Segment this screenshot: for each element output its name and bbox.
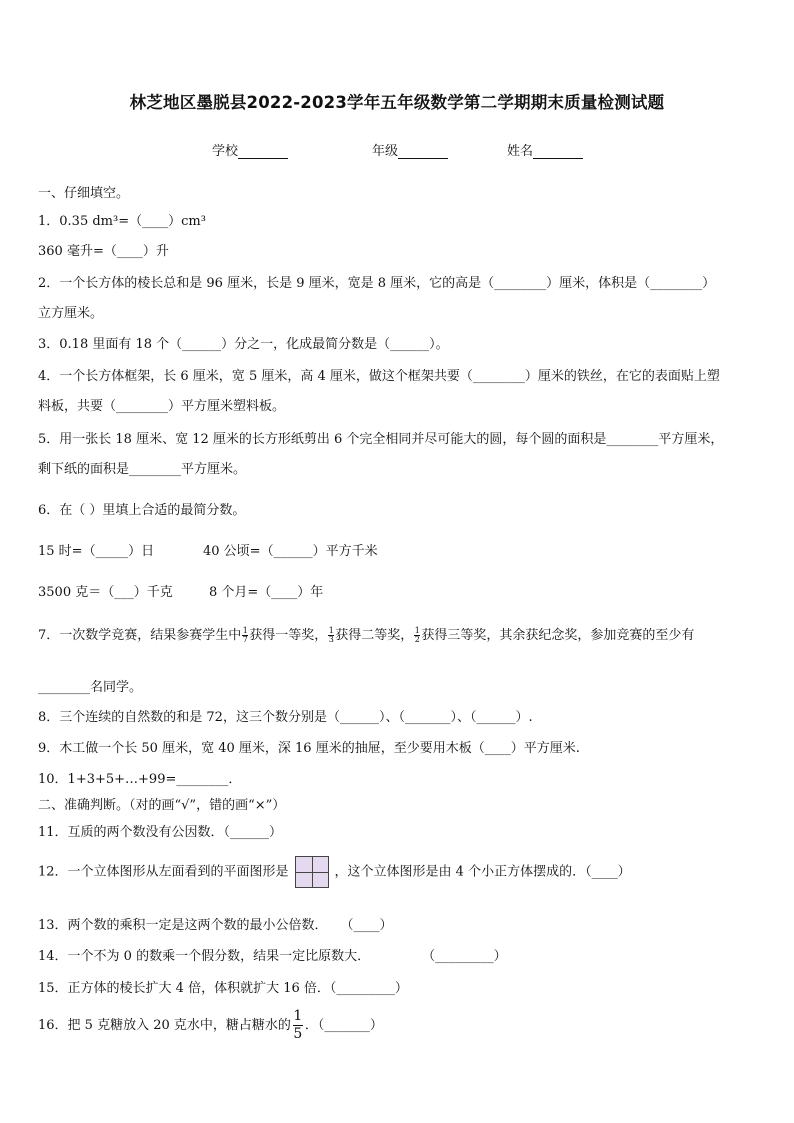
question-14: 14．一个不为 0 的数乘一个假分数，结果一定比原数大． （_________） xyxy=(38,949,507,964)
question-10: 10．1+3+5+…+99=________． xyxy=(38,772,242,787)
grade-label: 年级 xyxy=(372,144,399,159)
fraction-one-third: $\frac{1}{3}$ xyxy=(328,626,334,644)
section-heading-2: 二、准确判断。（对的画“√”，错的画“×”） xyxy=(38,798,286,813)
question-13: 13．两个数的乘积一定是这两个数的最小公倍数． （____） xyxy=(38,918,393,933)
four-square-grid-figure xyxy=(295,856,329,888)
question-5a: 5．用一张长 18 厘米、宽 12 厘米的长方形纸剪出 6 个完全相同并尽可能大的圆，每个圆的面积是________平方厘米， xyxy=(38,432,724,447)
question-4a: 4．一个长方体框架，长 6 厘米，宽 5 厘米，高 4 厘米，做这个框架共要（________）厘米的铁丝，在它的表面贴上塑 xyxy=(38,369,720,384)
school-label: 学校 xyxy=(212,144,239,159)
question-9: 9．木工做一个长 50 厘米，宽 40 厘米，深 16 厘米的抽屉，至少要用木板（____）平方厘米. xyxy=(38,741,580,756)
question-5b: 剩下纸的面积是________平方厘米。 xyxy=(38,462,247,477)
question-7b: ________名同学。 xyxy=(38,680,143,695)
question-11: 11．互质的两个数没有公因数．（______） xyxy=(38,825,283,840)
fraction-one-half: $\frac{1}{2}$ xyxy=(414,626,420,644)
name-blank[interactable] xyxy=(533,158,583,159)
question-15: 15．正方体的棱长扩大 4 倍，体积就扩大 16 倍．（_________） xyxy=(38,981,408,996)
question-8: 8．三个连续的自然数的和是 72，这三个数分别是（______）、（_______）、（______）. xyxy=(38,710,533,725)
question-1a: 1．0.35 dm³=（____）cm³ xyxy=(38,214,206,229)
name-label: 姓名 xyxy=(507,144,534,159)
section-heading-1: 一、仔细填空。 xyxy=(38,186,130,201)
question-3: 3．0.18 里面有 18 个（______）分之一，化成最简分数是（______）。 xyxy=(38,337,449,352)
question-6a2: 40 公顷=（______）平方千米 xyxy=(203,544,378,559)
question-2b: 立方厘米。 xyxy=(38,306,104,321)
question-6a1: 15 时=（_____）日 xyxy=(38,544,155,559)
page-title: 林芝地区墨脱县2022-2023学年五年级数学第二学期期末质量检测试题 xyxy=(129,93,665,112)
question-16: 16．把 5 克糖放入 20 克水中，糖占糖水的 $\frac{1}{5}$ ．（_______） xyxy=(38,1008,383,1042)
grade-field xyxy=(372,140,448,159)
question-4b: 料板，共要（________）平方厘米塑料板。 xyxy=(38,399,286,414)
question-6b2: 8 个月=（____）年 xyxy=(209,585,324,600)
school-blank[interactable] xyxy=(238,158,288,159)
fraction-one-fifth: $\frac{1}{5}$ xyxy=(293,1008,303,1042)
school-field xyxy=(212,140,288,159)
question-2a: 2．一个长方体的棱长总和是 96 厘米，长是 9 厘米，宽是 8 厘米，它的高是（________）厘米，体积是（________） xyxy=(38,276,716,291)
question-7: 7．一次数学竞赛，结果参赛学生中 $\frac{1}{7}$ 获得一等奖， $\frac{1}{3}$ 获得二等奖， $\frac{1}{2}$ 获得三等奖，其余获纪念奖，参加竞赛的至少有 xyxy=(38,626,695,644)
question-1b: 360 毫升=（____）升 xyxy=(38,244,169,259)
question-6b1: 3500 克＝（___）千克 xyxy=(38,585,173,600)
fraction-one-seventh: $\frac{1}{7}$ xyxy=(242,626,248,644)
question-12: 12．一个立体图形从左面看到的平面图形是 ，这个立体图形是由 4 个小正方体摆成的．（____） xyxy=(38,856,631,888)
question-6: 6．在（ ）里填上合适的最简分数。 xyxy=(38,503,246,518)
grade-blank[interactable] xyxy=(398,158,448,159)
name-field xyxy=(507,140,583,159)
